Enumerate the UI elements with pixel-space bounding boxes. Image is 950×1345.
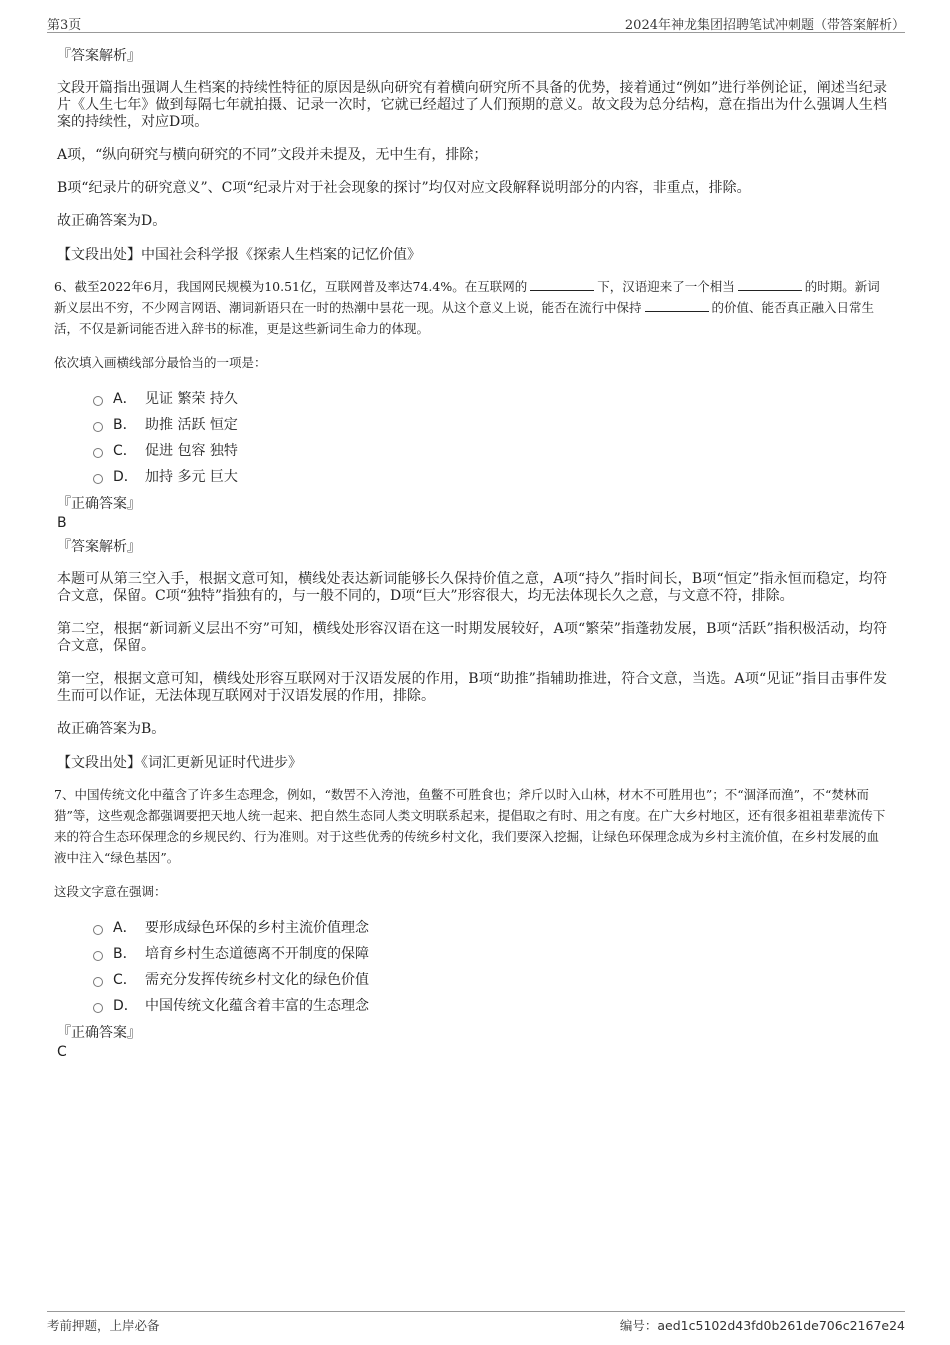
analysis-paragraph: 文段开篇指出强调人生档案的持续性特征的原因是纵向研究有着横向研究所不具备的优势，接着通过“例如”进行举例论证，阐述当纪录片《人生七年》做到每隔七年就拍摄、记录一次时，它就已经超过了人们预期的意义。故文段为总分结构，意在指出为什么强调人生档案的持续性，对应D项。	[57, 80, 887, 130]
document-title: 2024年神龙集团招聘笔试冲刺题（带答案解析）	[624, 18, 905, 33]
blank-2	[738, 278, 802, 291]
option-a[interactable]: A． 要形成绿色环保的乡村主流价值理念	[93, 914, 887, 940]
option-c[interactable]: C． 促进 包容 独特	[93, 437, 887, 463]
footer-slogan: 考前押题，上岸必备	[47, 1318, 160, 1333]
page-number: 第3页	[47, 18, 82, 33]
option-b[interactable]: B． 助推 活跃 恒定	[93, 411, 887, 437]
analysis-paragraph: B项“纪录片的研究意义”、C项“纪录片对于社会现象的探讨”均仅对应文段解释说明部分的内容，非重点，排除。	[57, 180, 751, 196]
question-6-stem: 6、截至2022年6月，我国网民规模为10.51亿，互联网普及率达74.4%。在互联网的 下，汉语迎来了一个相当 的时期。新词新义层出不穷，不少网言网语、潮词新语只在一时的热潮中昙花一现。从这个意义上说，能否在流行中保持 的价值、能否真正融入日常生活，不仅是新词能否进入辞书的标准，更是这些新词生命力的体现。	[54, 279, 880, 336]
analysis-label: 『答案解析』	[57, 539, 141, 555]
option-a[interactable]: A． 见证 繁荣 持久	[93, 385, 887, 411]
correct-answer-label: 『正确答案』	[57, 1025, 141, 1041]
question-7-stem: 7、中国传统文化中蕴含了许多生态理念，例如，“数罟不入洿池，鱼鳖不可胜食也；斧斤以时入山林，材木不可胜用也”；不“涸泽而渔”，不“焚林而猎”等，这些观念都强调要把天地人统一起来、把自然生态同人类文明联系起来，提倡取之有时、用之有度。在广大乡村地区，还有很多祖祖辈辈流传下来的符合生态环保理念的乡规民约、行为准则。对于这些优秀的传统乡村文化，我们要深入挖掘，让绿色环保理念成为乡村主流价值，在乡村发展的血液中注入“绿色基因”。	[54, 787, 886, 865]
analysis-paragraph: 本题可从第三空入手，根据文意可知，横线处表达新词能够长久保持价值之意，A项“持久”指时间长，B项“恒定”指永恒而稳定，均符合文意，保留。C项“独特”指独有的，与一般不同的，D项“巨大”形容很大，均无法体现长久之意，与文意不符，排除。	[57, 571, 887, 604]
correct-answer-value: B	[57, 515, 67, 531]
analysis-label: 『答案解析』	[57, 48, 141, 64]
page-content	[54, 46, 887, 1066]
radio-icon[interactable]	[93, 925, 103, 935]
question-7-prompt: 这段文字意在强调：	[54, 884, 167, 899]
blank-3	[645, 299, 709, 312]
document-code: 编号：aed1c5102d43fd0b261de706c2167e24	[619, 1318, 905, 1333]
question-6-prompt: 依次填入画横线部分最恰当的一项是：	[54, 355, 267, 370]
page-footer	[47, 1311, 905, 1340]
radio-icon[interactable]	[93, 422, 103, 432]
option-b[interactable]: B． 培育乡村生态道德离不开制度的保障	[93, 940, 887, 966]
radio-icon[interactable]	[93, 977, 103, 987]
analysis-paragraph: A项，“纵向研究与横向研究的不同”文段并未提及，无中生有，排除；	[57, 147, 488, 163]
analysis-paragraph: 故正确答案为D。	[57, 213, 167, 229]
analysis-paragraph: 第二空，根据“新词新义层出不穷”可知，横线处形容汉语在这一时期发展较好，A项“繁荣”指蓬勃发展，B项“活跃”指积极活动，均符合文意，保留。	[57, 621, 887, 654]
analysis-paragraph: 第一空，根据文意可知，横线处形容互联网对于汉语发展的作用，B项“助推”指辅助推进，符合文意，当选。A项“见证”指目击事件发生而可以作证，无法体现互联网对于汉语发展的作用，排除。	[57, 671, 887, 704]
radio-icon[interactable]	[93, 396, 103, 406]
radio-icon[interactable]	[93, 951, 103, 961]
correct-answer-label: 『正确答案』	[57, 496, 141, 512]
option-d[interactable]: D． 中国传统文化蕴含着丰富的生态理念	[93, 992, 887, 1018]
option-d[interactable]: D． 加持 多元 巨大	[93, 463, 887, 489]
page-header	[47, 12, 905, 33]
source-citation: 【文段出处】《词汇更新见证时代进步》	[57, 755, 302, 771]
option-c[interactable]: C． 需充分发挥传统乡村文化的绿色价值	[93, 966, 887, 992]
source-citation: 【文段出处】中国社会科学报《探索人生档案的记忆价值》	[57, 247, 421, 263]
question-7-options	[93, 914, 887, 1018]
radio-icon[interactable]	[93, 1003, 103, 1013]
analysis-paragraph: 故正确答案为B。	[57, 721, 166, 737]
radio-icon[interactable]	[93, 448, 103, 458]
blank-1	[530, 278, 594, 291]
correct-answer-value: C	[57, 1044, 67, 1060]
radio-icon[interactable]	[93, 474, 103, 484]
question-6-options	[93, 385, 887, 489]
